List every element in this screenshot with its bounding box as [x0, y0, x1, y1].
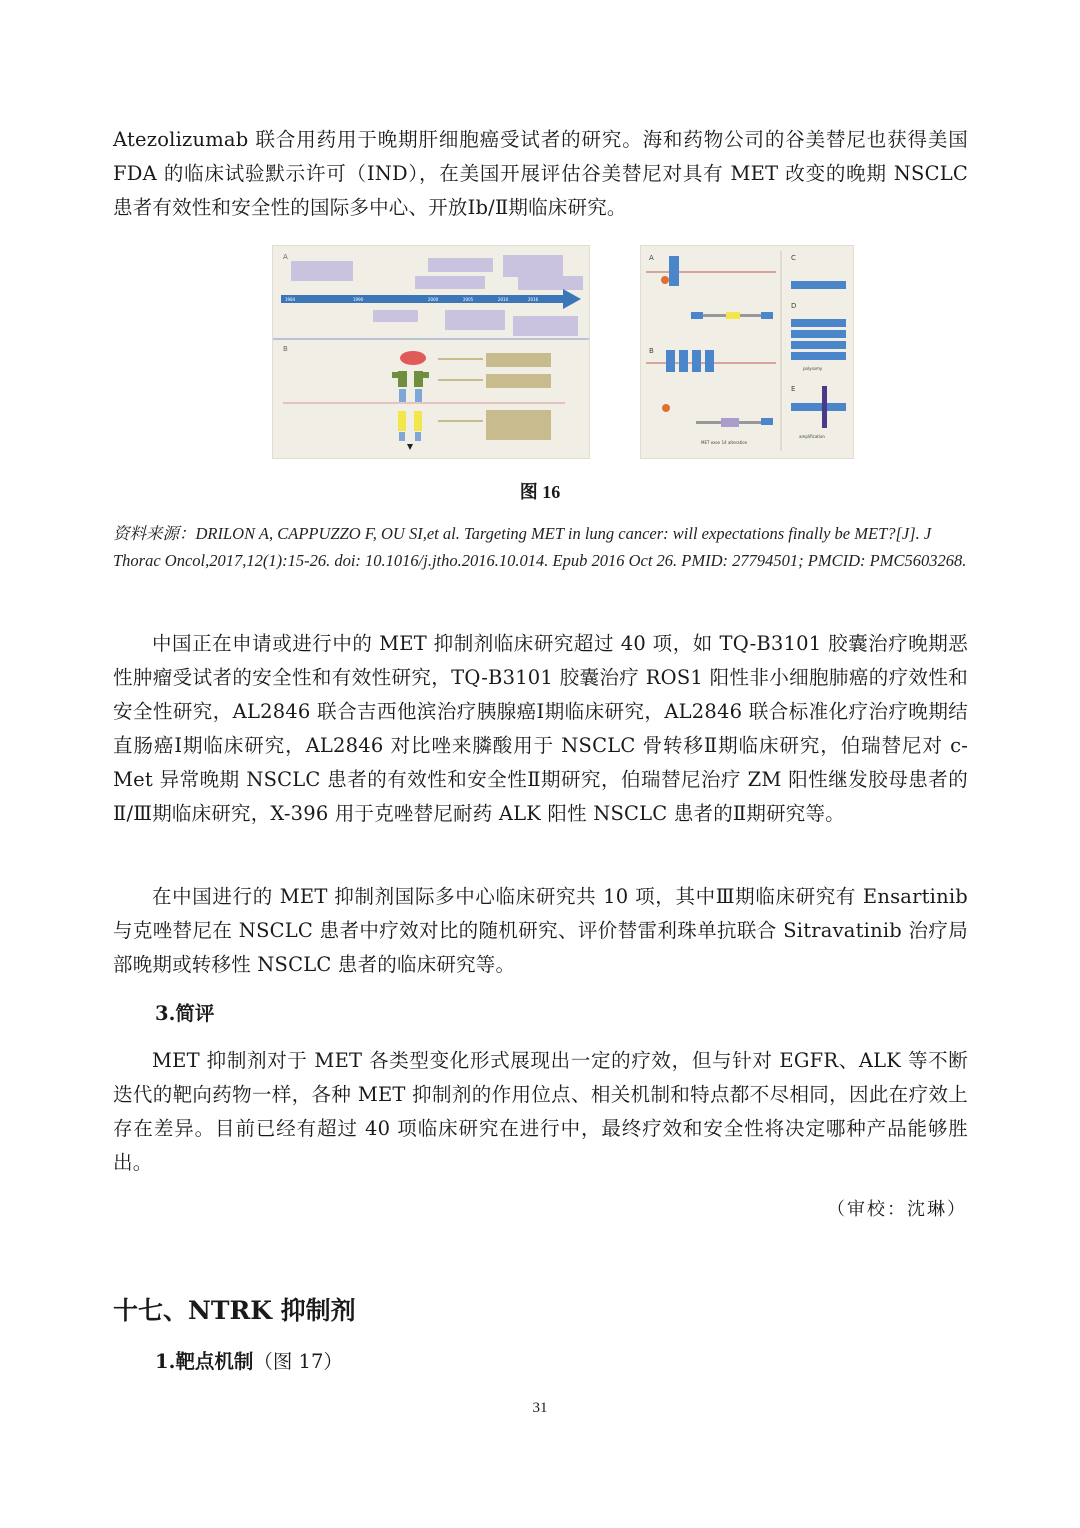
svg-text:MET exon 14 alteration: MET exon 14 alteration [701, 440, 748, 445]
svg-text:D: D [791, 302, 797, 310]
review-heading: 3.简评 [155, 1002, 215, 1025]
figure-16-panel-left [272, 245, 590, 459]
timeline-note [513, 316, 578, 336]
met-timeline-diagram [273, 246, 589, 458]
svg-text:2000: 2000 [428, 297, 439, 302]
svg-text:B: B [283, 345, 288, 353]
timeline-note [428, 258, 493, 272]
sema-domain [398, 371, 407, 387]
chromosome [791, 341, 846, 349]
section-title: 十七、NTRK 抑制剂 [113, 1296, 356, 1325]
source-label: 资料来源： [113, 524, 196, 543]
page-number: 31 [532, 1400, 548, 1416]
amplification-bar [822, 386, 827, 428]
timeline-note [415, 276, 485, 289]
svg-text:1984: 1984 [285, 297, 296, 302]
chromosome [791, 403, 846, 411]
downstream-arrow-icon [407, 444, 413, 450]
svg-text:2010: 2010 [498, 297, 509, 302]
figure-caption: 图 16 [519, 482, 561, 502]
timeline-note [503, 255, 563, 277]
met-alteration-diagram [641, 246, 853, 458]
mechanism-heading [155, 1346, 343, 1374]
timeline-note [518, 276, 583, 290]
svg-text:B: B [649, 347, 654, 355]
svg-text:2005: 2005 [463, 297, 474, 302]
figure-reference: （图 17） [253, 1350, 343, 1373]
international-trials-paragraph: 在中国进行的 MET 抑制剂国际多中心临床研究共 10 项，其中Ⅲ期临床研究有 Ensartinib 与克唑替尼在 NSCLC 患者中疗效对比的随机研究、评价替雷利珠单抗联合 Sitravatinib 治疗局部晚期或转移性 NSCLC 患者的临床研究等。 [113, 885, 968, 976]
timeline-note [373, 310, 418, 322]
therapy-box [486, 374, 551, 388]
panel-label-a: A [283, 253, 288, 261]
timeline-note [291, 261, 353, 281]
svg-text:2016: 2016 [528, 297, 539, 302]
svg-text:1990: 1990 [353, 297, 364, 302]
chromosome [791, 319, 846, 327]
intro-paragraph: Atezolizumab 联合用药用于晚期肝细胞癌受试者的研究。海和药物公司的谷美替尼也获得美国 FDA 的临床试验默示许可（IND），在美国开展评估谷美替尼对具有 MET 改变的晚期 NSCLC 患者有效性和安全性的国际多中心、开放Ⅰb/Ⅱ期临床研究。 [113, 128, 968, 219]
sema-domain [414, 371, 423, 387]
svg-text:C: C [791, 254, 796, 262]
psi-ipt-domain [399, 389, 406, 402]
chromosome [791, 352, 846, 360]
therapy-box [486, 353, 551, 367]
chromosome [791, 330, 846, 338]
review-paragraph: MET 抑制剂对于 MET 各类型变化形式展现出一定的疗效，但与针对 EGFR、ALK 等不断迭代的靶向药物一样，各种 MET 抑制剂的作用位点、相关机制和特点都不尽相同，因此在疗效上存在差异。目前已经有超过 40 项临床研究在进行中，最终疗效和安全性将决定哪种产品能够胜出。 [113, 1049, 968, 1174]
hgf-ligand [400, 351, 426, 365]
tk-domain [398, 411, 406, 431]
chromosome [791, 281, 846, 289]
mechanism-heading-text: 1.靶点机制 [155, 1350, 254, 1373]
figure-16-panel-right [640, 245, 854, 459]
china-trials-paragraph: 中国正在申请或进行中的 MET 抑制剂临床研究超过 40 项，如 TQ-B3101 胶囊治疗晚期恶性肿瘤受试者的安全性和有效性研究，TQ-B3101 胶囊治疗 ROS1 阳性非小细胞肺癌的疗效性和安全性研究，AL2846 联合吉西他滨治疗胰腺癌Ⅰ期临床研究，AL2846 联合标准化疗治疗晚期结直肠癌Ⅰ期临床研究，AL2846 对比唑来膦酸用于 NSCLC 骨转移Ⅱ期临床研究，伯瑞替尼对 c-Met 异常晚期 NSCLC 患者的有效性和安全性Ⅱ期研究，伯瑞替尼治疗 ZM 阳性继发胶母患者的Ⅱ/Ⅲ期临床研究，X-396 用于克唑替尼耐药 ALK 阳性 NSCLC 患者的Ⅱ期研究等。 [113, 632, 968, 825]
timeline-note [445, 310, 505, 330]
source-text: DRILON A, CAPPUZZO F, OU SI,et al. Targeting MET in lung cancer: will expectations finally be MET?[J]. J Thorac Oncol,2017,12(1):15-26. doi: 10.1016/j.jtho.2016.10.014. Epub 2016 Oct 26. PMID: 27794501; PMCID: PMC5603268. [113, 524, 967, 570]
therapy-box [486, 410, 551, 440]
svg-text:A: A [649, 254, 654, 262]
tk-domain [414, 411, 422, 431]
source-citation [113, 520, 973, 574]
svg-text:amplification: amplification [799, 434, 825, 439]
svg-text:E: E [791, 385, 796, 393]
psi-ipt-domain [415, 389, 422, 402]
reviewer-note: （审校：沈琳） [827, 1199, 967, 1220]
svg-text:polysomy: polysomy [803, 366, 823, 371]
